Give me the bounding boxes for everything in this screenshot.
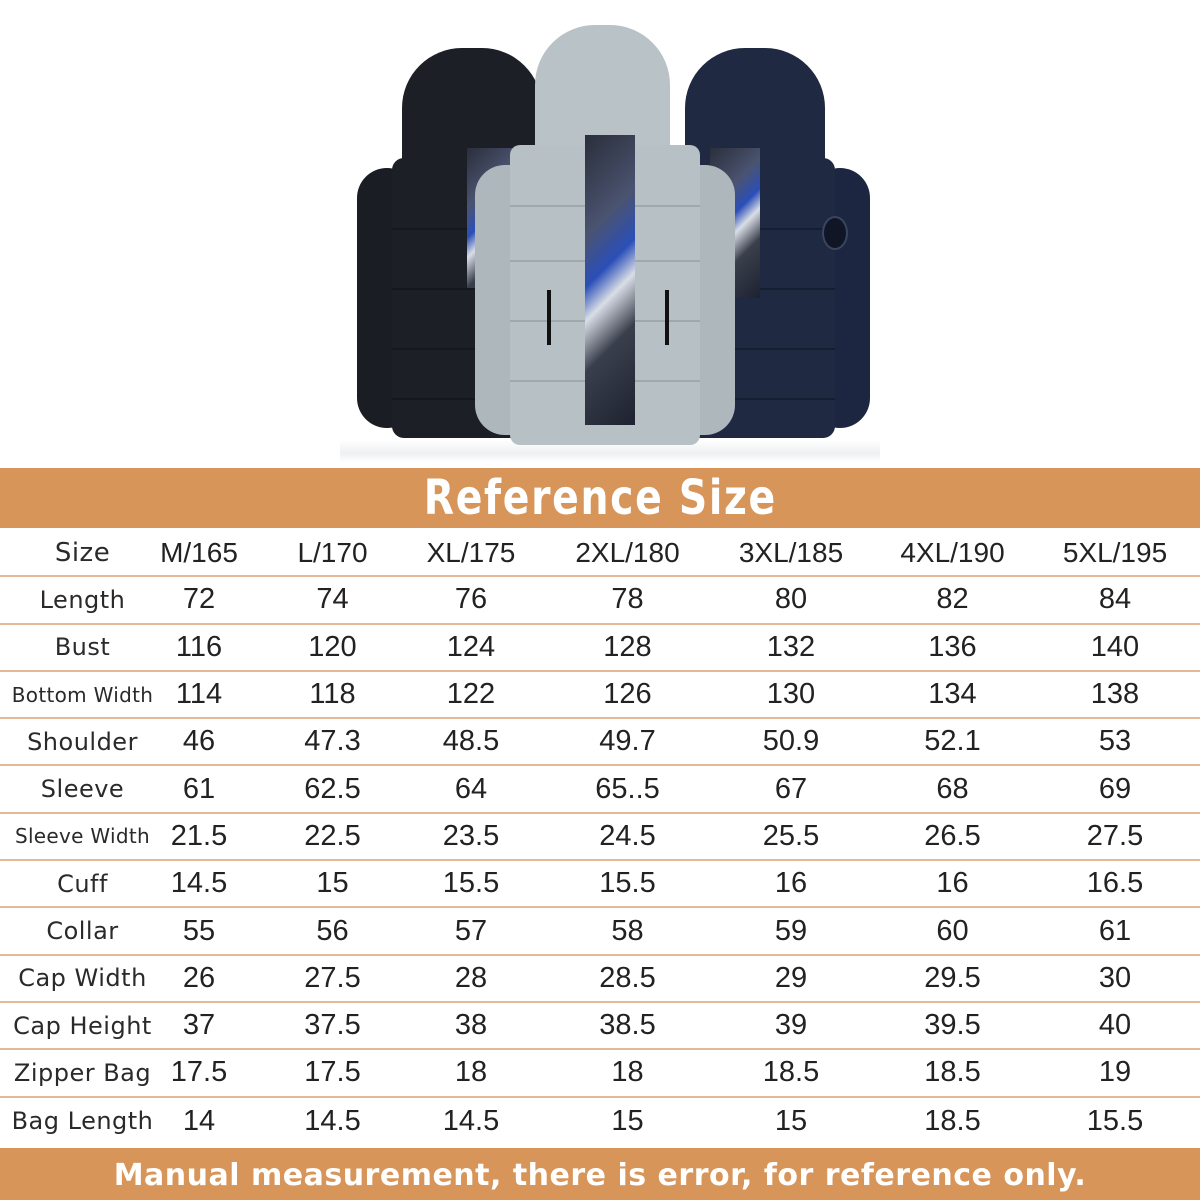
column-header: 5XL/195 xyxy=(1062,536,1168,568)
disclaimer-text: Manual measurement, there is error, for reference only. xyxy=(113,1158,1087,1193)
size-chart-table xyxy=(0,530,1200,1145)
table-cell: 53 xyxy=(1098,725,1132,758)
table-cell: 39 xyxy=(774,1009,808,1042)
table-row xyxy=(0,577,1200,624)
row-label: Sleeve xyxy=(40,775,125,804)
table-cell: 116 xyxy=(175,630,223,663)
table-cell: 132 xyxy=(766,630,816,663)
table-cell: 57 xyxy=(454,914,488,947)
table-cell: 60 xyxy=(936,914,969,947)
table-cell: 15 xyxy=(316,867,349,900)
table-cell: 80 xyxy=(774,583,808,616)
table-cell: 38 xyxy=(454,1009,488,1042)
table-cell: 14.5 xyxy=(442,1104,500,1137)
table-cell: 16 xyxy=(936,867,969,900)
column-header: 2XL/180 xyxy=(575,536,680,568)
table-cell: 47.3 xyxy=(304,725,361,758)
table-cell: 114 xyxy=(175,678,223,711)
table-cell: 61 xyxy=(1098,914,1132,947)
table-cell: 72 xyxy=(182,583,216,616)
table-cell: 21.5 xyxy=(170,819,228,852)
table-cell: 37.5 xyxy=(304,1009,361,1042)
table-cell: 27.5 xyxy=(1086,819,1144,852)
row-label: Length xyxy=(39,585,126,614)
table-row xyxy=(0,672,1200,719)
table-cell: 18 xyxy=(611,1056,644,1089)
table-cell: 15.5 xyxy=(442,867,500,900)
table-cell: 61 xyxy=(182,772,216,805)
table-cell: 16.5 xyxy=(1086,867,1144,900)
grey-jacket-left-pocket xyxy=(547,290,551,345)
table-cell: 28.5 xyxy=(599,961,656,994)
table-cell: 39.5 xyxy=(924,1009,981,1042)
table-cell: 56 xyxy=(316,914,349,947)
table-cell: 138 xyxy=(1090,678,1140,711)
table-cell: 18.5 xyxy=(924,1104,981,1137)
table-cell: 16 xyxy=(774,867,808,900)
column-header: 4XL/190 xyxy=(900,536,1005,568)
table-cell: 18.5 xyxy=(924,1056,981,1089)
table-cell: 120 xyxy=(308,630,357,663)
table-cell: 15 xyxy=(611,1104,644,1137)
grey-jacket-lining xyxy=(585,135,635,425)
table-cell: 40 xyxy=(1098,1009,1132,1042)
table-row xyxy=(0,814,1200,861)
row-label: Bag Length xyxy=(11,1107,154,1136)
reference-size-banner xyxy=(0,468,1200,528)
table-cell: 18 xyxy=(454,1056,488,1089)
product-photo xyxy=(0,0,1200,468)
table-cell: 65..5 xyxy=(595,772,660,805)
row-label: Bottom Width xyxy=(11,682,154,707)
table-cell: 84 xyxy=(1098,583,1132,616)
table-cell: 55 xyxy=(182,914,216,947)
table-cell: 62.5 xyxy=(304,772,361,805)
row-label: Cuff xyxy=(57,869,108,898)
table-row xyxy=(0,766,1200,813)
table-cell: 18.5 xyxy=(762,1056,820,1089)
banner-title: Reference Size xyxy=(423,470,777,526)
table-cell: 130 xyxy=(766,678,816,711)
table-row xyxy=(0,861,1200,908)
table-cell: 46 xyxy=(182,725,216,758)
table-row xyxy=(0,1050,1200,1097)
table-cell: 24.5 xyxy=(599,819,656,852)
table-cell: 82 xyxy=(936,583,969,616)
table-row xyxy=(0,625,1200,672)
table-cell: 30 xyxy=(1098,961,1132,994)
table-cell: 38.5 xyxy=(599,1009,656,1042)
grey-jacket-right-pocket xyxy=(665,290,669,345)
table-row xyxy=(0,1003,1200,1050)
measurement-disclaimer-banner xyxy=(0,1148,1200,1200)
table-cell: 76 xyxy=(454,583,488,616)
table-cell: 67 xyxy=(774,772,808,805)
column-header: XL/175 xyxy=(426,536,516,568)
table-cell: 68 xyxy=(936,772,969,805)
navy-jacket-patch xyxy=(822,216,848,250)
row-label: Shoulder xyxy=(27,727,138,756)
table-cell: 23.5 xyxy=(442,819,500,852)
table-cell: 26.5 xyxy=(924,819,981,852)
table-cell: 14.5 xyxy=(304,1104,361,1137)
column-header-size: Size xyxy=(54,537,111,568)
table-cell: 52.1 xyxy=(924,725,981,758)
table-cell: 118 xyxy=(309,678,356,711)
table-cell: 74 xyxy=(316,583,349,616)
table-cell: 136 xyxy=(928,630,977,663)
table-cell: 49.7 xyxy=(599,725,656,758)
table-cell: 126 xyxy=(603,678,652,711)
table-cell: 58 xyxy=(611,914,644,947)
table-cell: 29 xyxy=(774,961,808,994)
table-row xyxy=(0,908,1200,955)
row-label: Collar xyxy=(46,917,119,946)
table-cell: 50.9 xyxy=(762,725,820,758)
table-cell: 37 xyxy=(182,1009,216,1042)
table-cell: 122 xyxy=(446,678,496,711)
table-row xyxy=(0,719,1200,766)
table-cell: 17.5 xyxy=(304,1056,361,1089)
table-cell: 15 xyxy=(774,1104,808,1137)
row-label: Bust xyxy=(54,633,111,662)
table-cell: 140 xyxy=(1090,630,1140,663)
table-row xyxy=(0,956,1200,1003)
table-cell: 78 xyxy=(611,583,644,616)
table-cell: 25.5 xyxy=(762,819,820,852)
table-cell: 124 xyxy=(446,630,496,663)
table-cell: 15.5 xyxy=(599,867,656,900)
table-cell: 22.5 xyxy=(304,819,361,852)
table-cell: 29.5 xyxy=(924,961,981,994)
table-cell: 19 xyxy=(1098,1056,1132,1089)
table-cell: 28 xyxy=(454,961,488,994)
column-header: M/165 xyxy=(160,536,238,568)
row-label: Sleeve Width xyxy=(14,824,151,849)
table-header-row xyxy=(0,530,1200,577)
column-header: 3XL/185 xyxy=(738,536,844,568)
table-cell: 17.5 xyxy=(170,1056,228,1089)
row-label: Cap Width xyxy=(18,964,147,993)
table-cell: 69 xyxy=(1098,772,1132,805)
table-cell: 14 xyxy=(182,1104,216,1137)
column-header: L/170 xyxy=(297,536,368,568)
grey-jacket-image xyxy=(475,25,735,445)
row-label: Zipper Bag xyxy=(13,1058,152,1087)
row-label: Cap Height xyxy=(13,1011,152,1040)
table-cell: 27.5 xyxy=(304,961,361,994)
table-row xyxy=(0,1098,1200,1145)
table-cell: 15.5 xyxy=(1086,1104,1144,1137)
table-cell: 134 xyxy=(928,678,977,711)
table-cell: 128 xyxy=(603,630,652,663)
table-cell: 48.5 xyxy=(442,725,500,758)
table-cell: 59 xyxy=(774,914,808,947)
table-cell: 26 xyxy=(182,961,216,994)
table-cell: 14.5 xyxy=(170,867,228,900)
table-cell: 64 xyxy=(454,772,488,805)
